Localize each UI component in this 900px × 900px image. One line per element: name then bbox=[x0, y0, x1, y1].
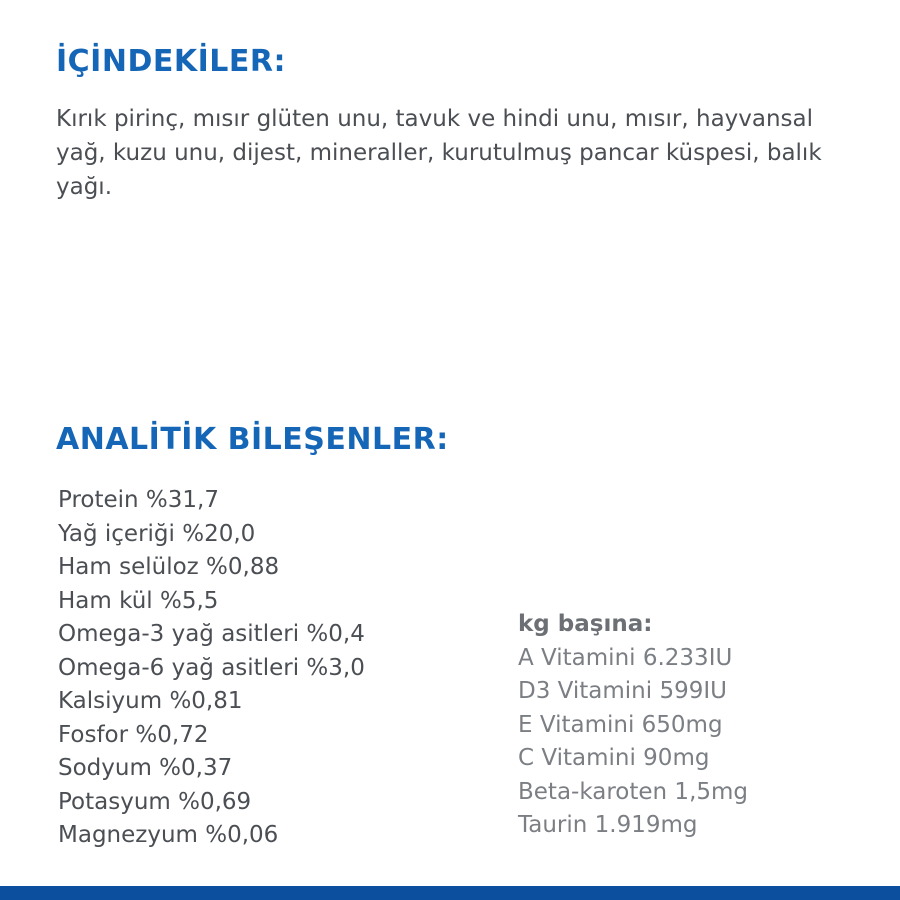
analytical-columns bbox=[56, 484, 856, 853]
list-item: Yağ içeriği %20,0 bbox=[58, 520, 256, 547]
nutrient-list bbox=[58, 484, 518, 853]
analytical-constituents-heading: ANALİTİK BİLEŞENLER: bbox=[56, 422, 449, 457]
list-item: Ham kül %5,5 bbox=[58, 587, 219, 614]
ingredients-heading: İÇİNDEKİLER: bbox=[56, 44, 286, 79]
list-item: Ham selüloz %0,88 bbox=[58, 554, 280, 580]
per-kg-heading: kg başına: bbox=[518, 611, 653, 637]
list-item: E Vitamini 650mg bbox=[518, 711, 723, 738]
nutrient-column bbox=[56, 484, 518, 853]
vitamin-list bbox=[518, 642, 858, 843]
list-item: A Vitamini 6.233IU bbox=[518, 644, 733, 671]
list-item: Omega-3 yağ asitleri %0,4 bbox=[58, 621, 365, 647]
list-item: Kalsiyum %0,81 bbox=[58, 688, 243, 714]
list-item: Fosfor %0,72 bbox=[58, 721, 209, 748]
list-item: Sodyum %0,37 bbox=[58, 755, 233, 781]
list-item: Omega-6 yağ asitleri %3,0 bbox=[58, 654, 365, 681]
ingredients-section bbox=[56, 44, 846, 204]
list-item: Taurin 1.919mg bbox=[518, 812, 698, 838]
list-item: Protein %31,7 bbox=[58, 487, 219, 513]
analytical-constituents-section bbox=[56, 422, 856, 853]
list-item: Potasyum %0,69 bbox=[58, 788, 252, 815]
ingredients-text: Kırık pirinç, mısır glüten unu, tavuk ve hindi unu, mısır, hayvansal yağ, kuzu unu, dijest, mineraller, kurutulmuş pancar küspesi, balık yağı. bbox=[56, 106, 822, 200]
list-item: Magnezyum %0,06 bbox=[58, 822, 279, 848]
list-item: Beta-karoten 1,5mg bbox=[518, 778, 749, 805]
bottom-bar bbox=[0, 886, 900, 900]
list-item: D3 Vitamini 599IU bbox=[518, 678, 727, 704]
list-item: C Vitamini 90mg bbox=[518, 745, 710, 771]
per-kg-column bbox=[518, 484, 858, 843]
